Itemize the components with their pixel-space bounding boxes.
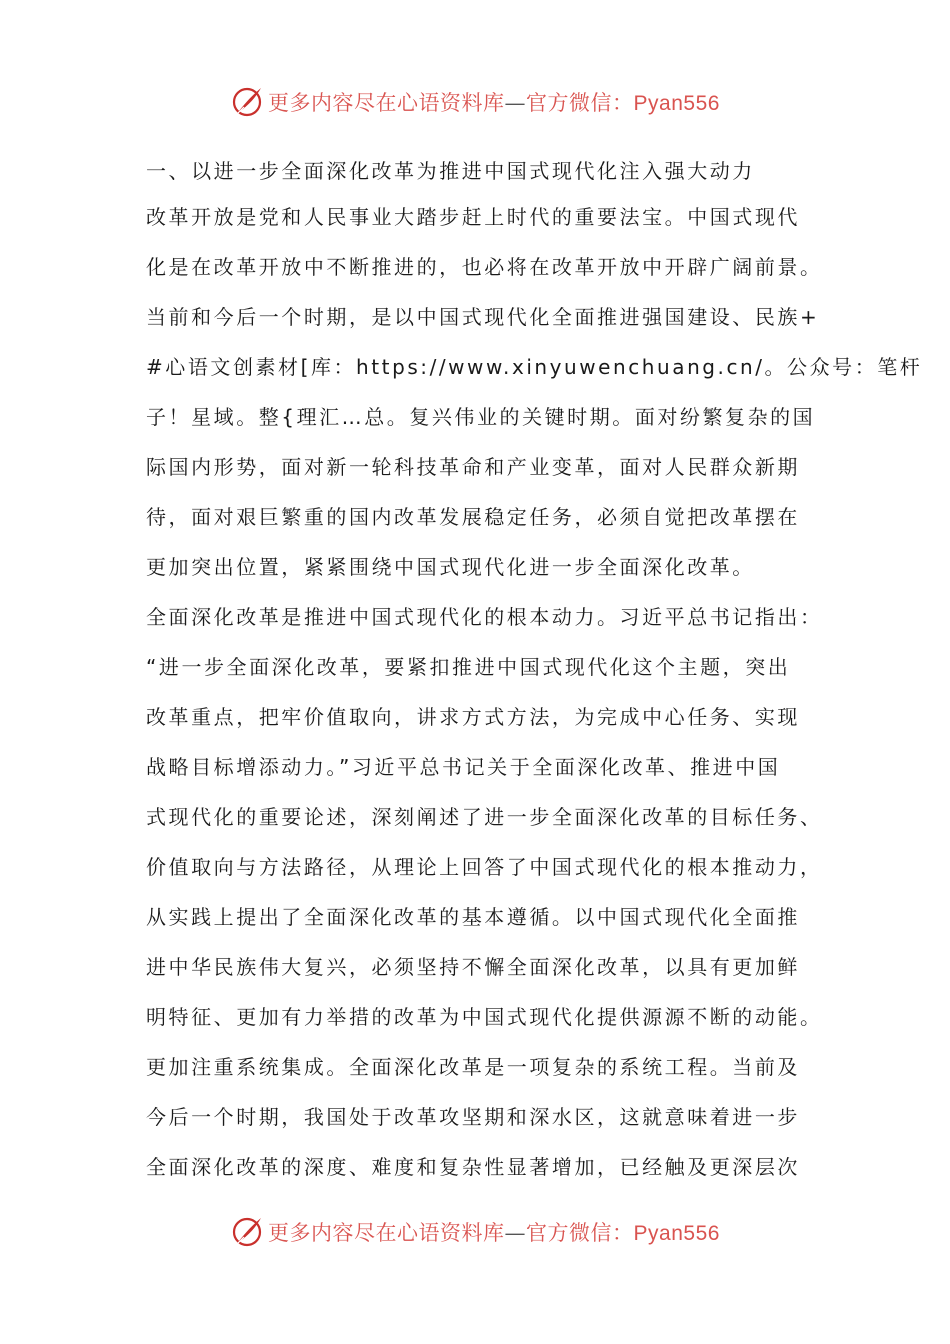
footer-banner xyxy=(0,1212,950,1252)
text-line: 式现代化的重要论述，深刻阐述了进一步全面深化改革的目标任务、 xyxy=(146,805,823,829)
header-banner xyxy=(0,82,950,122)
text-line: 改革重点，把牢价值取向，讲求方式方法，为完成中心任务、实现 xyxy=(146,705,800,729)
text-line: 更加突出位置，紧紧围绕中国式现代化进一步全面深化改革。 xyxy=(146,555,755,579)
text-line: 战略目标增添动力。”习近平总书记关于全面深化改革、推进中国 xyxy=(146,755,781,779)
text-line: 待，面对艰巨繁重的国内改革发展稳定任务，必须自觉把改革摆在 xyxy=(146,505,800,529)
text-line: 改革开放是党和人民事业大踏步赶上时代的重要法宝。中国式现代 xyxy=(146,205,800,229)
text-line: 全面深化改革是推进中国式现代化的根本动力。习近平总书记指出： xyxy=(146,605,823,629)
text-line: 子！星域。整{理汇…总。复兴伟业的关键时期。面对纷繁复杂的国 xyxy=(146,405,816,429)
text-line: 明特征、更加有力举措的改革为中国式现代化提供源源不断的动能。 xyxy=(146,1005,823,1029)
quill-logo-icon xyxy=(230,1215,264,1249)
text-line: 进中华民族伟大复兴，必须坚持不懈全面深化改革，以具有更加鲜 xyxy=(146,955,800,979)
text-line: 全面深化改革的深度、难度和复杂性显著增加，已经触及更深层次 xyxy=(146,1155,800,1179)
footer-banner-text: 更多内容尽在心语资料库—官方微信：Pyan556 xyxy=(268,1221,720,1245)
text-line: 化是在改革开放中不断推进的，也必将在改革开放中开辟广阔前景。 xyxy=(146,255,823,279)
quill-logo-icon xyxy=(230,85,264,119)
document-body xyxy=(146,150,923,1192)
text-line: 更加注重系统集成。全面深化改革是一项复杂的系统工程。当前及 xyxy=(146,1055,800,1079)
text-line: 价值取向与方法路径，从理论上回答了中国式现代化的根本推动力， xyxy=(146,855,823,879)
text-line: 当前和今后一个时期，是以中国式现代化全面推进强国建设、民族+ xyxy=(146,305,820,329)
text-line: 今后一个时期，我国处于改革攻坚期和深水区，这就意味着进一步 xyxy=(146,1105,800,1129)
text-line: “进一步全面深化改革，要紧扣推进中国式现代化这个主题，突出 xyxy=(146,655,791,679)
header-banner-text: 更多内容尽在心语资料库—官方微信：Pyan556 xyxy=(268,91,720,115)
section-heading: 一、以进一步全面深化改革为推进中国式现代化注入强大动力 xyxy=(146,159,755,183)
text-line: 际国内形势，面对新一轮科技革命和产业变革，面对人民群众新期 xyxy=(146,455,800,479)
text-line: #心语文创素材[库：https://www.xinyuwenchuang.cn/。公众号：笔杆 xyxy=(146,355,923,379)
text-line: 从实践上提出了全面深化改革的基本遵循。以中国式现代化全面推 xyxy=(146,905,800,929)
